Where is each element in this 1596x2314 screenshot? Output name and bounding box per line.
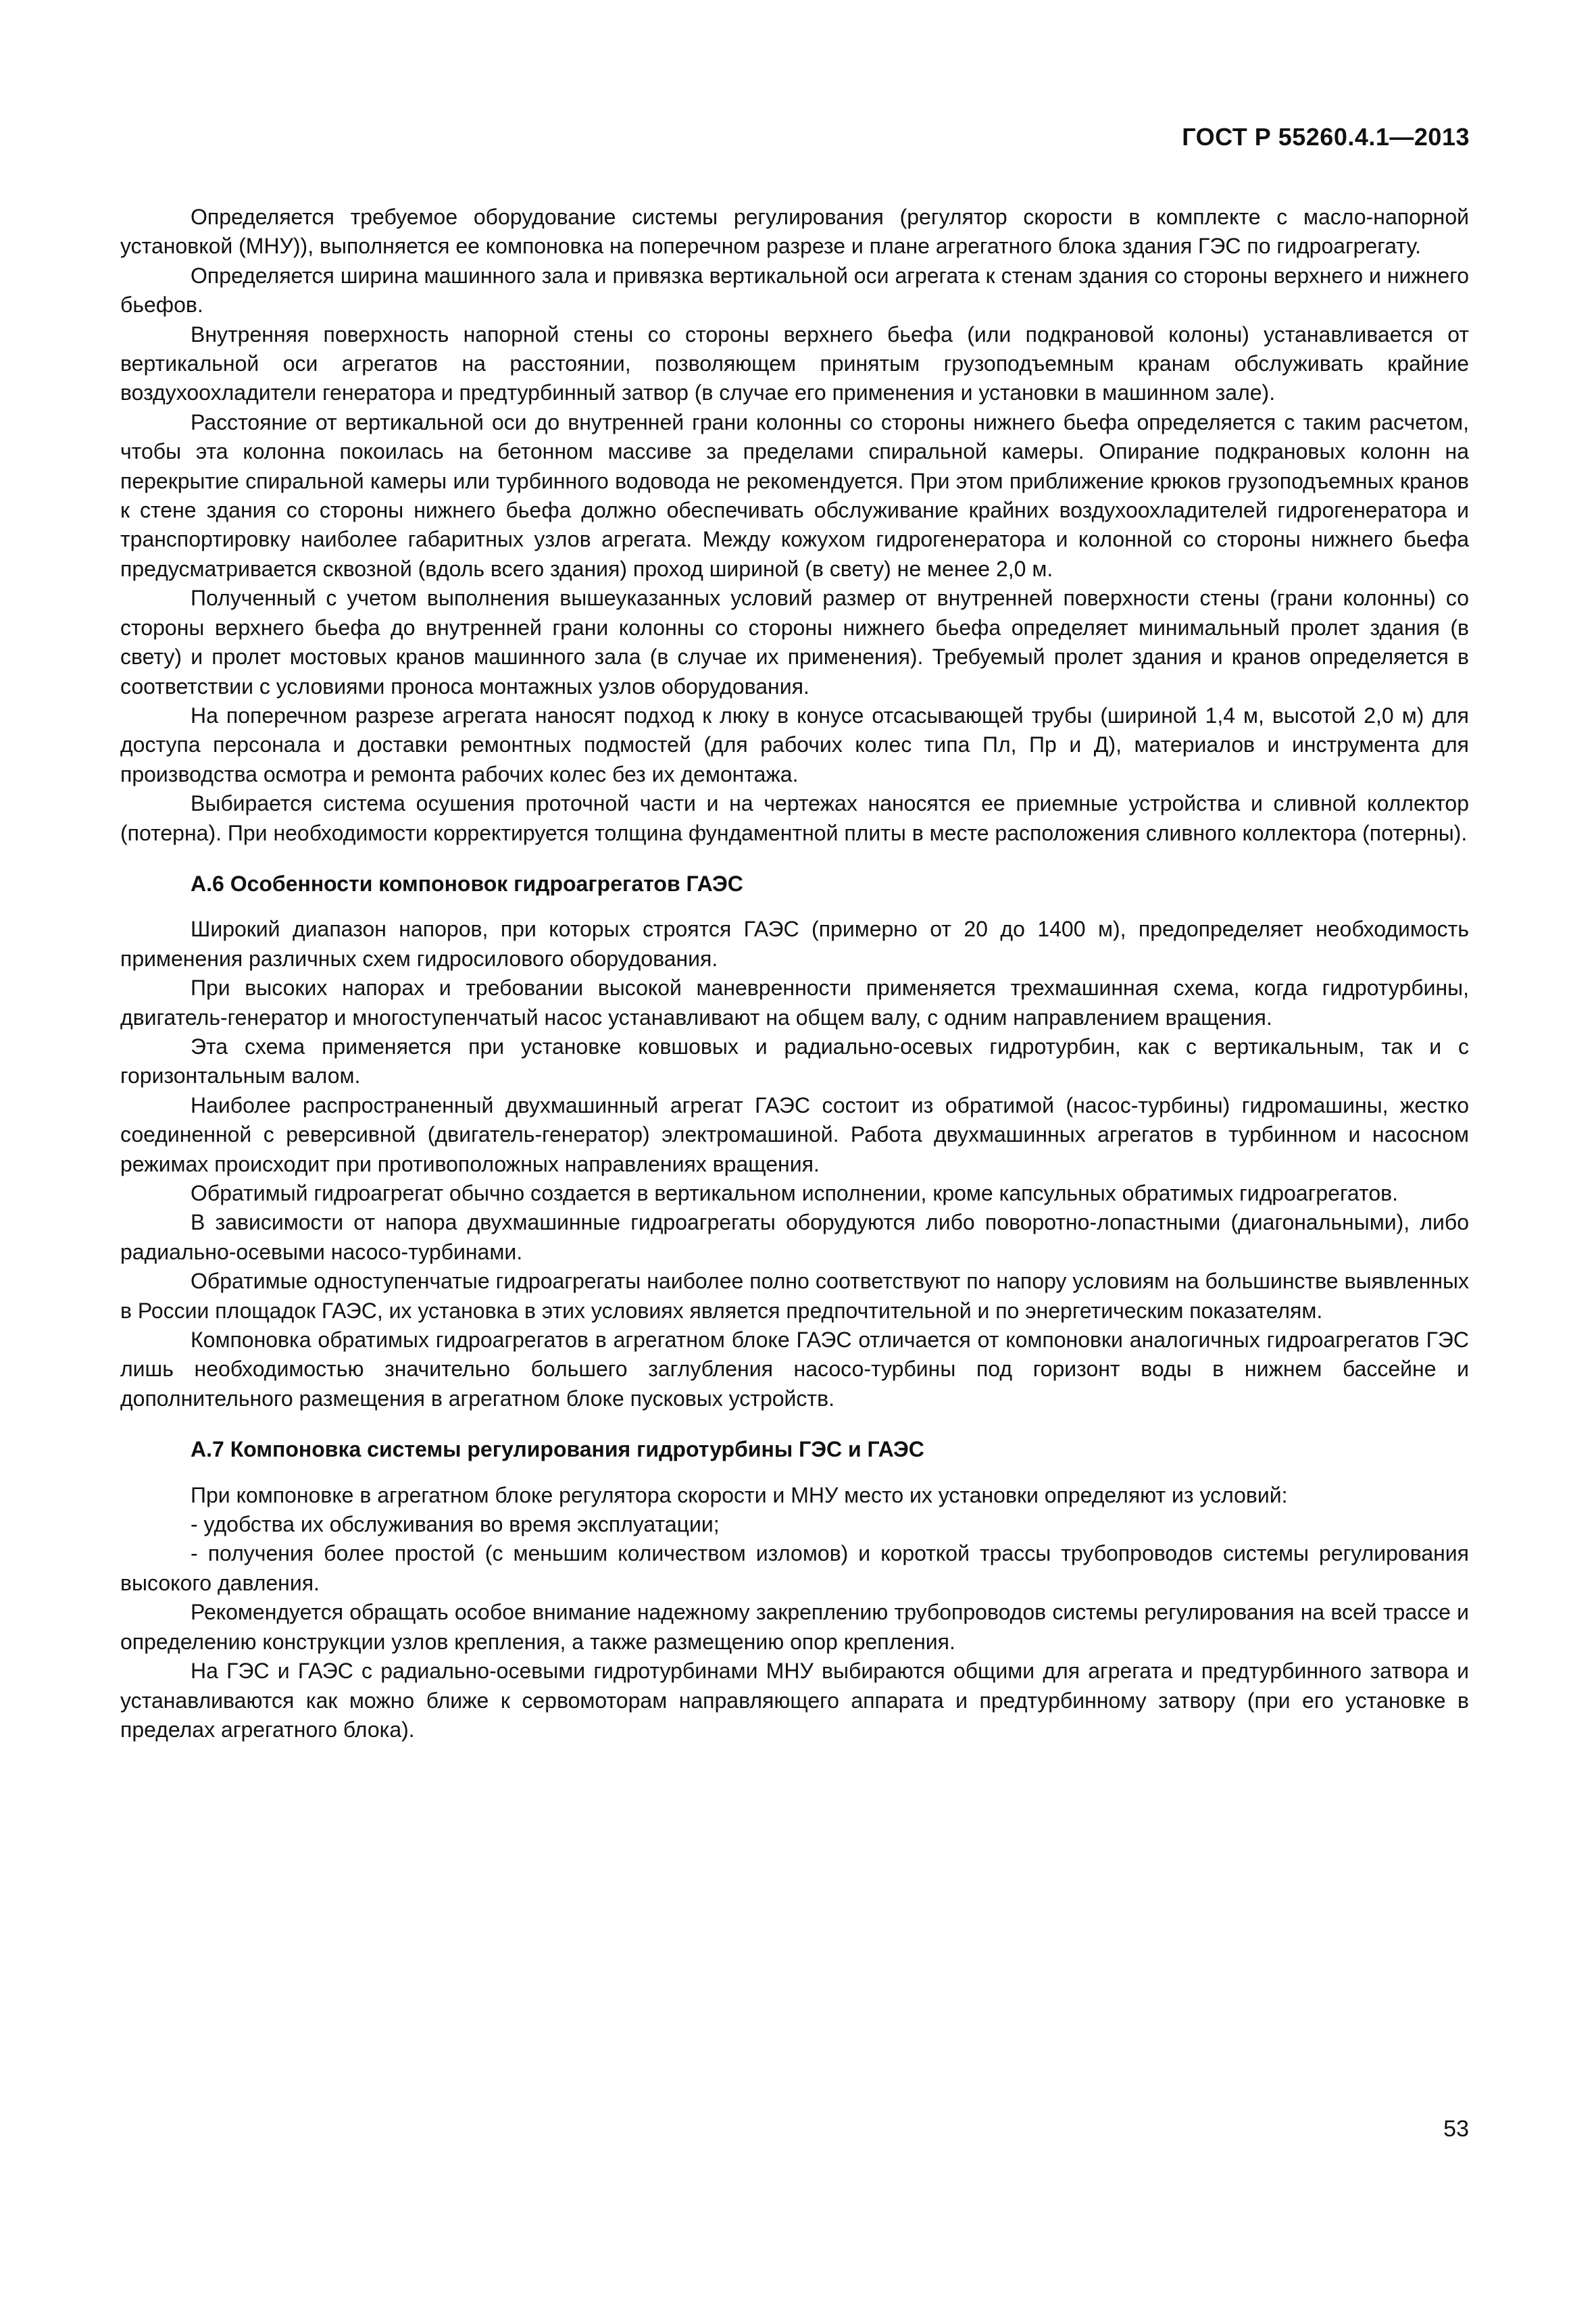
paragraph: Наиболее распространенный двухмашинный агрегат ГАЭС состоит из обратимой (насос-турбины) гидромашины, жестко соединенной с реверсивной (двигатель-генератор) электромашиной. Работа двухмашинных агрегатов в турбинном и насосном режимах происходит при противоположных направлениях вращения. xyxy=(120,1092,1469,1176)
paragraph: Компоновка обратимых гидроагрегатов в агрегатном блоке ГАЭС отличается от компоновки аналогичных гидроагрегатов ГЭС лишь необходимостью значительно большего заглубления насосо-турбины под горизонт воды в нижнем бассейне и дополнительного размещения в агрегатном блоке пусковых устройств. xyxy=(120,1328,1469,1411)
paragraph: Широкий диапазон напоров, при которых строятся ГАЭС (примерно от 20 до 1400 м), предопределяет необходимость применения различных схем гидросилового оборудования. xyxy=(120,917,1469,971)
paragraph: Определяется требуемое оборудование системы регулирования (регулятор скорости в комплекте с масло-напорной установкой (МНУ)), выполняется ее компоновка на поперечном разрезе и плане агрегатного блока здания ГЭС по гидроагрегату. xyxy=(120,205,1469,259)
paragraph: В зависимости от напора двухмашинные гидроагрегаты оборудуются либо поворотно-лопастными (диагональными), либо радиально-осевыми насосо-турбинами. xyxy=(120,1210,1469,1264)
paragraph: Обратимый гидроагрегат обычно создается в вертикальном исполнении, кроме капсульных обратимых гидроагрегатов. xyxy=(191,1181,1398,1205)
list-item: - удобства их обслуживания во время эксплуатации; xyxy=(191,1512,720,1537)
section-heading-a7: А.7 Компоновка системы регулирования гидротурбины ГЭС и ГАЭС xyxy=(191,1437,924,1462)
paragraph: Рекомендуется обращать особое внимание надежному закреплению трубопроводов системы регулирования на всей трассе и определению конструкции узлов крепления, а также размещению опор крепления. xyxy=(120,1600,1469,1654)
section-heading-a6: А.6 Особенности компоновок гидроагрегатов ГАЭС xyxy=(191,871,743,896)
page-number: 53 xyxy=(1443,2116,1469,2142)
paragraph: На поперечном разрезе агрегата наносят подход к люку в конусе отсасывающей трубы (шириной 1,4 м, высотой 2,0 м) для доступа персонала и доставки ремонтных подмостей (для рабочих колес типа Пл, Пр и Д), материалов и инструмента для производства осмотра и ремонта рабочих колес без их демонтажа. xyxy=(120,703,1469,786)
paragraph: Эта схема применяется при установке ковшовых и радиально-осевых гидротурбин, как с вертикальным, так и с горизонтальным валом. xyxy=(120,1034,1469,1088)
paragraph: При компоновке в агрегатном блоке регулятора скорости и МНУ место их установки определяют из условий: xyxy=(191,1482,1288,1507)
paragraph: Обратимые одноступенчатые гидроагрегаты наиболее полно соответствуют по напору условиям на большинстве выявленных в России площадок ГАЭС, их установка в этих условиях является предпочтительной и по энергетическим показателям. xyxy=(120,1269,1469,1323)
paragraph: Выбирается система осушения проточной части и на чертежах наносятся ее приемные устройства и сливной коллектор (потерна). При необходимости корректируется толщина фундаментной плиты в месте расположения сливного коллектора (потерны). xyxy=(120,791,1469,845)
paragraph: При высоких напорах и требовании высокой маневренности применяется трехмашинная схема, когда гидротурбины, двигатель-генератор и многоступенчатый насос устанавливают на общем валу, с одним направлением вращения. xyxy=(120,976,1469,1030)
list-item: - получения более простой (с меньшим количеством изломов) и короткой трассы трубопроводов системы регулирования высокого давления. xyxy=(120,1541,1469,1595)
paragraph: Расстояние от вертикальной оси до внутренней грани колонны со стороны нижнего бьефа определяется с таким расчетом, чтобы эта колонна покоилась на бетонном массиве за пределами спиральной камеры. Опирание подкрановых колонн на перекрытие спиральной камеры или турбинного водовода не рекомендуется. При этом приближение крюков грузоподъемных кранов к стене здания со стороны нижнего бьефа должно обеспечивать обслуживание крайних воздухоохладителей гидрогенератора и транспортировку наиболее габаритных узлов агрегата. Между кожухом гидрогенератора и колонной со стороны нижнего бьефа предусматривается сквозной (вдоль всего здания) проход шириной (в свету) не менее 2,0 м. xyxy=(120,409,1469,581)
paragraph: На ГЭС и ГАЭС с радиально-осевыми гидротурбинами МНУ выбираются общими для агрегата и предтурбинного затвора и устанавливаются как можно ближе к сервомоторам направляющего аппарата и предтурбинному затвору (при его установке в пределах агрегатного блока). xyxy=(120,1659,1469,1742)
paragraph: Определяется ширина машинного зала и привязка вертикальной оси агрегата к стенам здания со стороны верхнего и нижнего бьефов. xyxy=(120,263,1469,318)
paragraph: Полученный с учетом выполнения вышеуказанных условий размер от внутренней поверхности стены (грани колонны) со стороны верхнего бьефа до внутренней грани колонны со стороны нижнего бьефа определяет минимальный пролет здания (в свету) и пролет мостовых кранов машинного зала (в случае их применения). Требуемый пролет здания и кранов определяется в соответствии с условиями проноса монтажных узлов оборудования. xyxy=(120,586,1469,699)
document-body xyxy=(120,203,1469,1744)
paragraph: Внутренняя поверхность напорной стены со стороны верхнего бьефа (или подкрановой колоны) устанавливается от вертикальной оси агрегатов на расстоянии, позволяющем принятым грузоподъемным кранам обслуживать крайние воздухоохладители генератора и предтурбинный затвор (в случае его применения и установки в машинном зале). xyxy=(120,322,1469,405)
standard-code-header: ГОСТ Р 55260.4.1—2013 xyxy=(1182,123,1470,151)
